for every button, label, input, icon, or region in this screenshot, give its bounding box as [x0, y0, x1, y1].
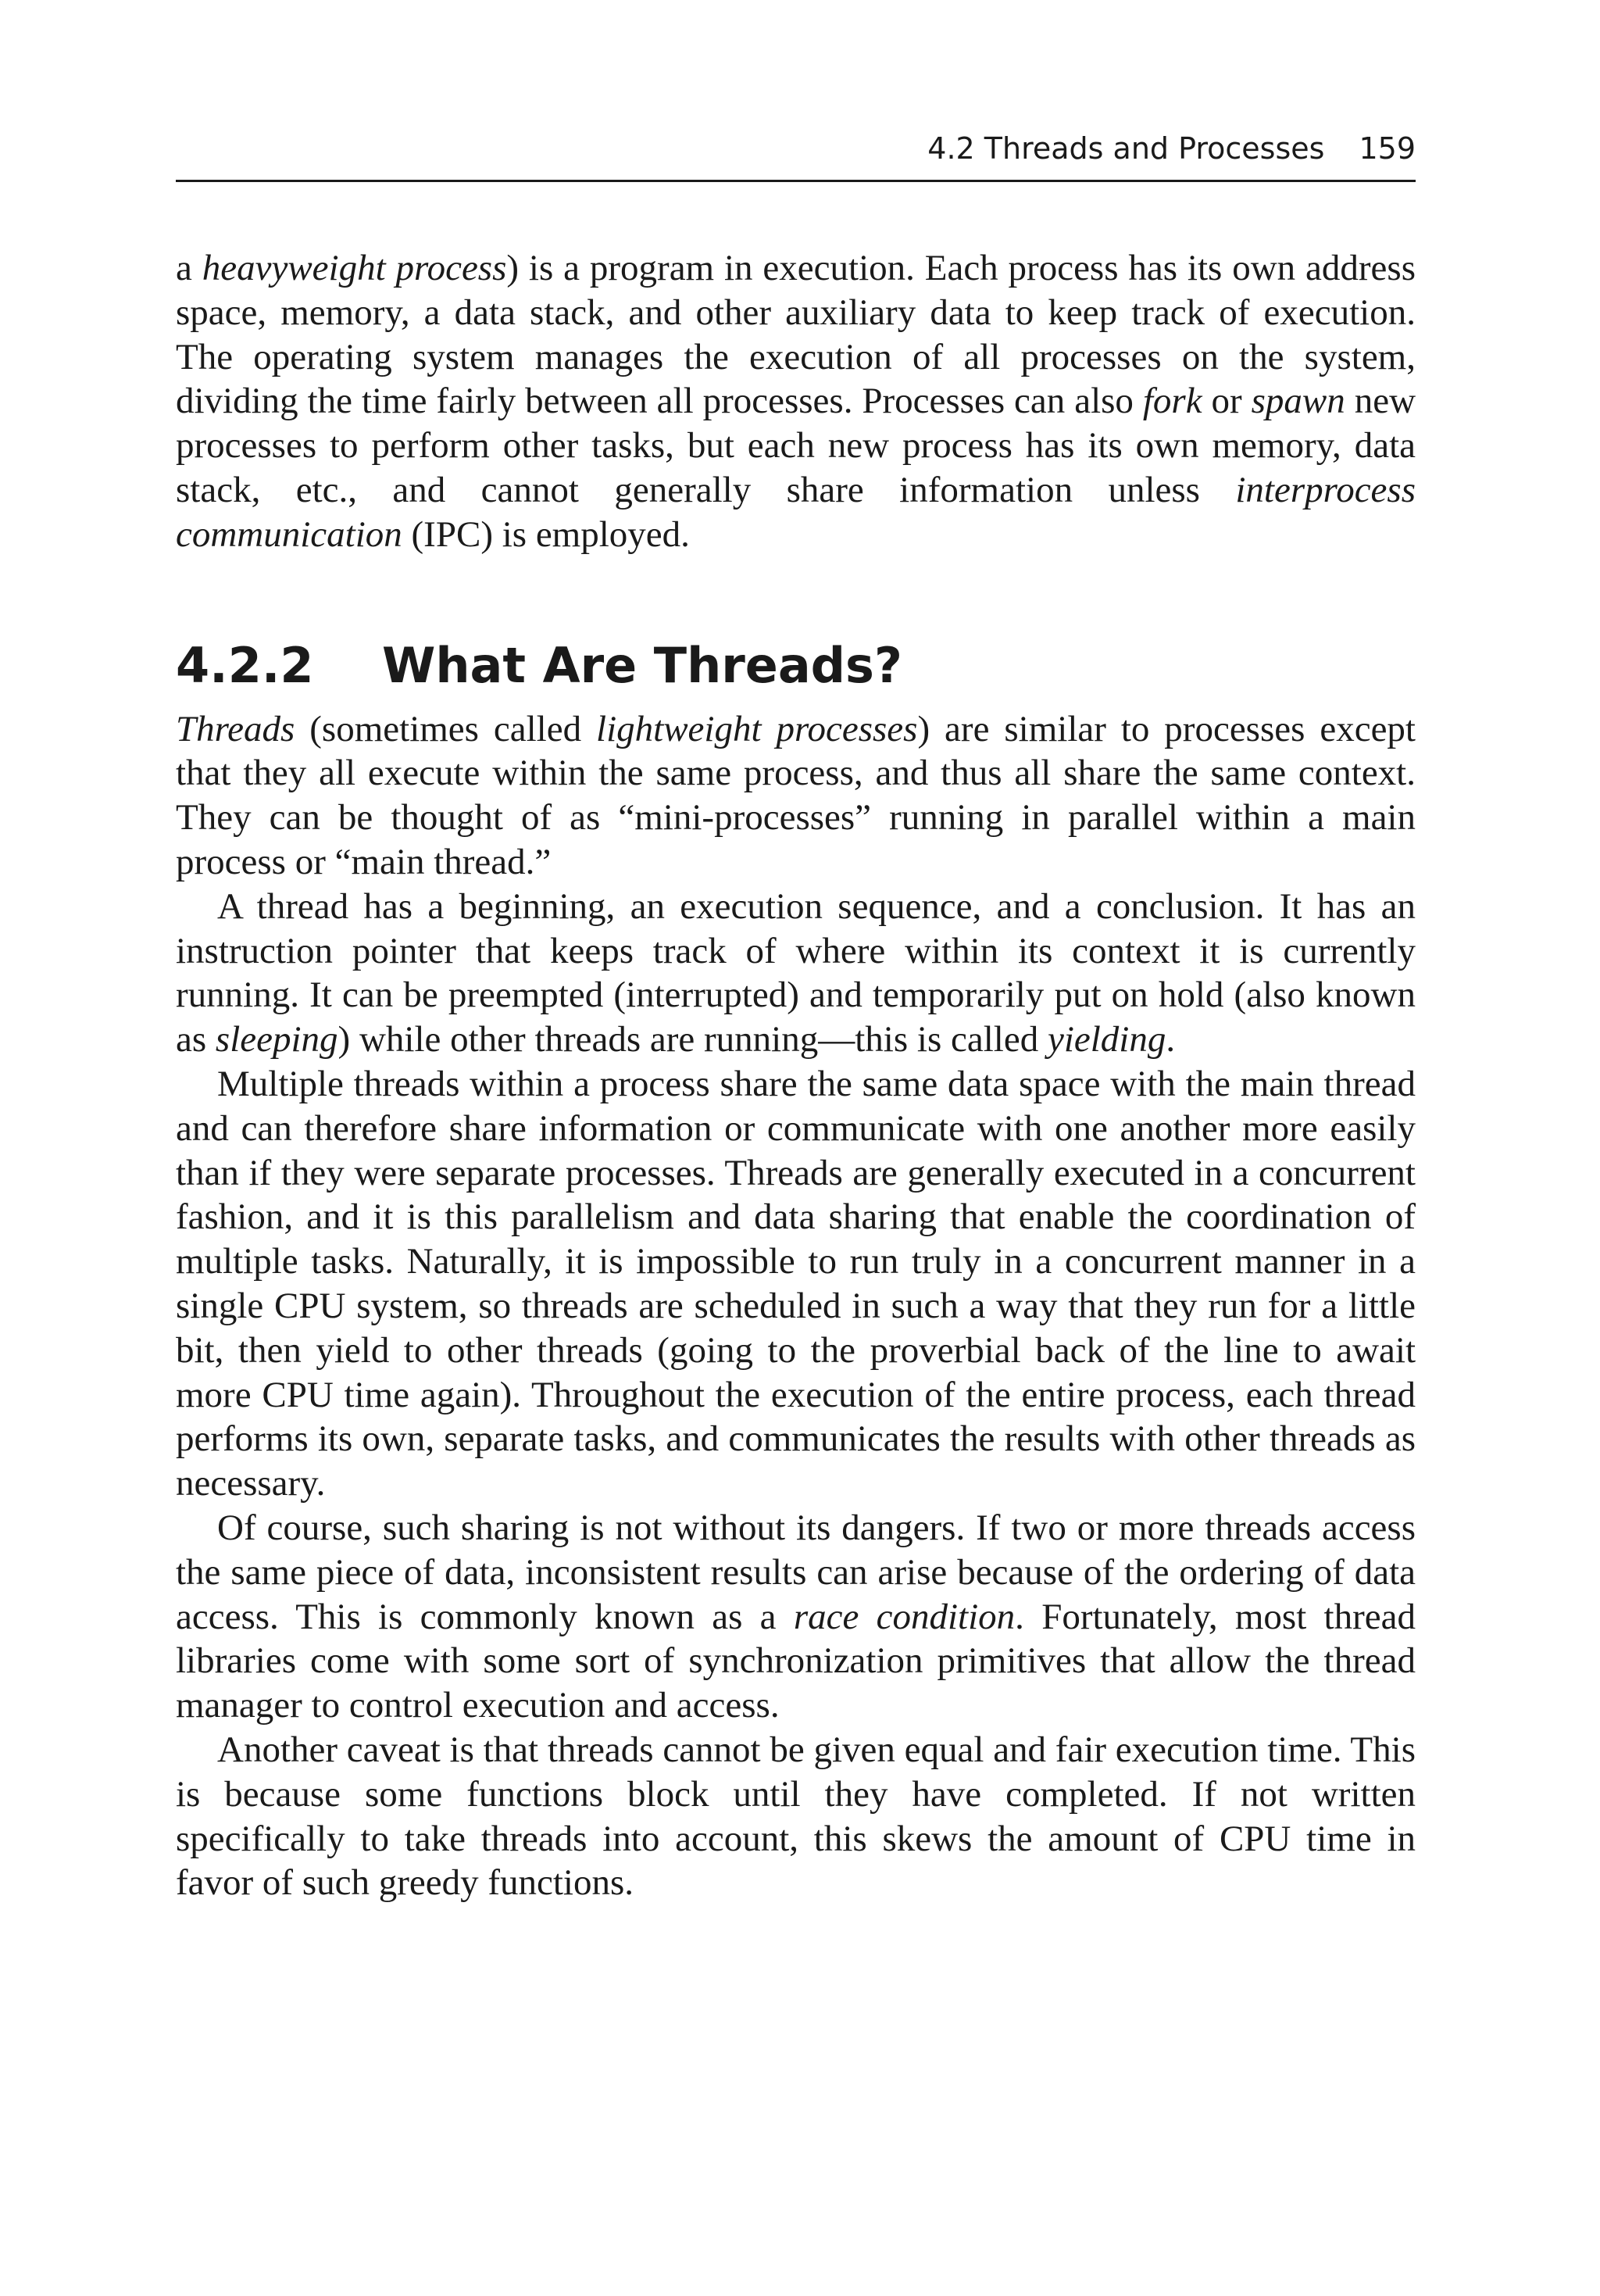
term-spawn: spawn: [1251, 381, 1345, 422]
text-run: new processes to perform other tasks, but each new process has its own memory, data stack, etc., and cannot generally share information unless: [176, 381, 1416, 510]
paragraph-execution-caveat: Another caveat is that threads cannot be given equal and fair execution time. This is because some functions block until they have completed. If not written specifically to take threads into account, this skews the amount of CPU time in favor of such greedy functions.: [176, 1729, 1416, 1904]
running-head-section: 4.2 Threads and Processes: [927, 131, 1325, 166]
text-run: a: [176, 248, 202, 288]
text-run: ) are similar to processes except that they all execute within the same process, and thus all share the same context. They can be thought of as “mini-processes” running in parallel within a main process or “main thread.”: [176, 708, 1416, 882]
paragraph-race-condition: [176, 1506, 1416, 1728]
term-interprocess-communication: interprocess communication: [176, 469, 1416, 555]
text-run: ) while other threads are running—this is called: [338, 1019, 1048, 1060]
text-run: . Fortunately, most thread libraries come with some sort of synchronization primitives that allow the thread manager to control execution and access.: [176, 1596, 1416, 1726]
term-sleeping: sleeping: [215, 1019, 338, 1060]
text-run: Of course, such sharing is not without its dangers. If two or more threads access the same piece of data, inconsistent results can arise because of the ordering of data access. This is commonly known as a: [176, 1507, 1416, 1637]
text-run: A thread has a beginning, an execution sequence, and a conclusion. It has an instruction pointer that keeps track of where within its context it is currently running. It can be preempted (interrupted) and temporarily put on hold (also known as: [176, 885, 1416, 1060]
body-text: [176, 246, 1416, 1905]
paragraph-process-definition: [176, 246, 1416, 557]
text-run: or: [1202, 381, 1252, 422]
section-number: 4.2.2: [176, 636, 314, 694]
paragraph-shared-data-space: Multiple threads within a process share the same data space with the main thread and can therefore share information or communicate with one another more easily than if they were separate processes. Threads are generally executed in a concurrent fashion, and it is this parallelism and data sharing that enable the coordination of multiple tasks. Naturally, it is impossible to run truly in a concurrent manner in a single CPU system, so threads are scheduled in such a way that they run for a little bit, then yield to other threads (going to the proverbial back of the line to await more CPU time again). Throughout the execution of the entire process, each thread performs its own, separate tasks, and communicates the results with other threads as necessary.: [176, 1063, 1416, 1504]
term-fork: fork: [1142, 381, 1202, 422]
term-heavyweight-process: heavyweight process: [202, 248, 507, 288]
term-race-condition: race condition: [793, 1596, 1016, 1637]
term-lightweight-processes: lightweight processes: [596, 708, 918, 749]
page-number: 159: [1359, 131, 1416, 166]
section-heading: [176, 631, 1416, 701]
running-head: [176, 117, 1416, 182]
text-run: (sometimes called: [295, 708, 597, 749]
text-run: .: [1166, 1019, 1176, 1060]
text-run: (IPC) is employed.: [402, 513, 690, 555]
paragraph-threads-intro: [176, 707, 1416, 885]
term-yielding: yielding: [1047, 1019, 1166, 1060]
text-run: ) is a program in execution. Each process has its own address space, memory, a data stack, and other auxiliary data to keep track of execution. The operating system manages the execution of all processes on the system, dividing the time fairly between all processes. Processes can also: [176, 248, 1416, 422]
paragraph-thread-lifecycle: [176, 885, 1416, 1062]
section-title: What Are Threads?: [382, 636, 902, 694]
term-threads: Threads: [176, 708, 295, 749]
